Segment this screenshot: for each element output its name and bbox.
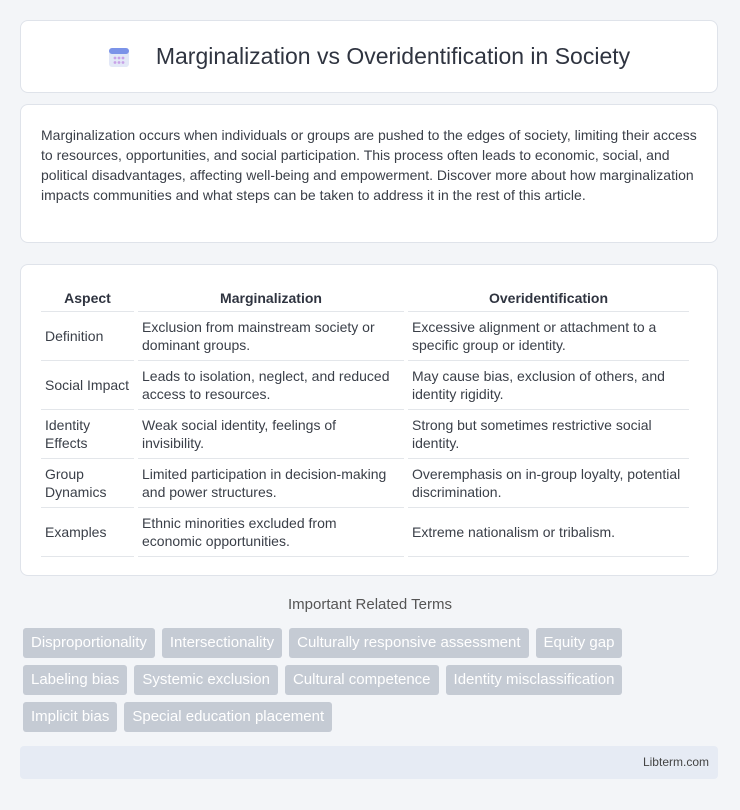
row-overidentification: Overemphasis on in-group loyalty, potential discrimination. (408, 459, 689, 508)
intro-text: Marginalization occurs when individuals or groups are pushed to the edges of society, limiting their access to resources, opportunities, and social participation. This process often leads to economic, social, and political disadvantages, affecting well-being and empowerment. Discover more about how marginalization impacts communities and what steps can be taken to address it in the rest of this article. (41, 127, 697, 203)
row-overidentification: Strong but sometimes restrictive social identity. (408, 410, 689, 459)
related-term-tag[interactable]: Disproportionality (23, 628, 155, 658)
related-term-tag[interactable]: Special education placement (124, 702, 332, 732)
comparison-table (37, 285, 693, 557)
related-term-tag[interactable]: Culturally responsive assessment (289, 628, 528, 658)
header-overidentification: Overidentification (408, 285, 689, 312)
related-term-tag[interactable]: Equity gap (536, 628, 623, 658)
row-marginalization: Limited participation in decision-making and power structures. (138, 459, 404, 508)
footer-site-link[interactable]: Libterm.com (642, 755, 709, 769)
row-aspect: Social Impact (41, 361, 134, 410)
related-terms-list (23, 628, 713, 732)
related-term-tag[interactable]: Systemic exclusion (134, 665, 278, 695)
row-overidentification: Excessive alignment or attachment to a specific group or identity. (408, 312, 689, 361)
table-row (41, 312, 689, 361)
row-marginalization: Ethnic minorities excluded from economic opportunities. (138, 508, 404, 557)
row-overidentification: May cause bias, exclusion of others, and identity rigidity. (408, 361, 689, 410)
related-term-tag[interactable]: Cultural competence (285, 665, 439, 695)
table-row (41, 508, 689, 557)
row-marginalization: Weak social identity, feelings of invisibility. (138, 410, 404, 459)
header-aspect: Aspect (41, 285, 134, 312)
table-row (41, 459, 689, 508)
table-row (41, 361, 689, 410)
row-aspect: Examples (41, 508, 134, 557)
related-terms-title: Important Related Terms (288, 596, 452, 613)
header-marginalization: Marginalization (138, 285, 404, 312)
row-marginalization: Leads to isolation, neglect, and reduced access to resources. (138, 361, 404, 410)
row-aspect: Identity Effects (41, 410, 134, 459)
row-marginalization: Exclusion from mainstream society or dominant groups. (138, 312, 404, 361)
page-title: Marginalization vs Overidentification in Society (155, 43, 631, 69)
header-card (20, 20, 718, 93)
related-term-tag[interactable]: Implicit bias (23, 702, 117, 732)
row-aspect: Group Dynamics (41, 459, 134, 508)
comparison-card (20, 264, 718, 576)
related-term-tag[interactable]: Identity misclassification (446, 665, 623, 695)
calendar-icon (108, 46, 130, 68)
footer (20, 746, 718, 779)
related-term-tag[interactable]: Intersectionality (162, 628, 282, 658)
table-row (41, 410, 689, 459)
related-term-tag[interactable]: Labeling bias (23, 665, 127, 695)
row-aspect: Definition (41, 312, 134, 361)
row-overidentification: Extreme nationalism or tribalism. (408, 508, 689, 557)
intro-card (20, 104, 718, 243)
